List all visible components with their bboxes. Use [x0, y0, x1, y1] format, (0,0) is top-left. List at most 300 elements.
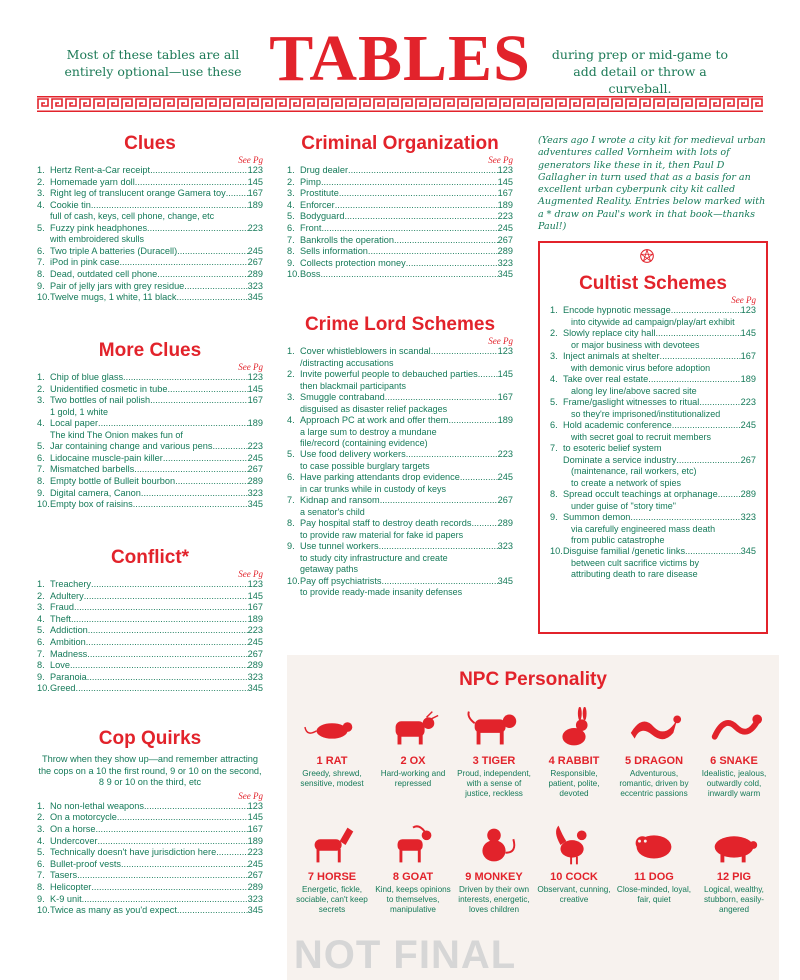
item-number: 7. [37, 257, 45, 268]
zodiac-description: Logical, wealthy, stubborn, easily-angered [703, 885, 765, 914]
item-number: 10. [287, 575, 300, 586]
list-item [37, 649, 263, 661]
dot-leader [380, 495, 498, 507]
item-number: 5. [37, 222, 45, 233]
dot-leader [406, 258, 498, 270]
dot-leader [123, 372, 248, 384]
item-detail: to provide ready-made insanity defenses [300, 587, 463, 598]
page-number: 167 [247, 602, 263, 613]
item-label: Bodyguard [300, 211, 345, 222]
zodiac-card [536, 707, 612, 799]
criminal-organization-title: Criminal Organization [301, 133, 499, 154]
zodiac-description: Observant, cunning, creative [537, 885, 611, 904]
item-detail: via carefully engineered mass death [571, 523, 716, 534]
list-item [550, 489, 756, 501]
item-number: 5. [37, 441, 45, 452]
list-item [37, 614, 263, 626]
page-number: 189 [247, 835, 263, 846]
item-number: 7. [37, 648, 45, 659]
list-item [287, 188, 513, 200]
list-item [37, 905, 263, 917]
page-number: 289 [247, 660, 263, 671]
intro-left-text: Most of these tables are all entirely optional—use these [64, 47, 242, 79]
item-detail: between cult sacrifice victims by [571, 558, 700, 568]
item-label: Technically doesn't have jurisdiction here [50, 847, 217, 858]
item-number: 10. [37, 905, 50, 916]
dot-leader [344, 211, 497, 223]
item-detail: a large sum to destroy a mundane [300, 426, 437, 437]
page-number: 167 [740, 351, 756, 361]
page-number: 323 [247, 487, 263, 498]
item-label: Addiction [50, 625, 88, 636]
item-number: 10. [37, 292, 50, 303]
list-item [37, 281, 263, 293]
item-number: 10. [550, 546, 563, 557]
dot-leader [117, 812, 248, 824]
item-number: 7. [287, 234, 295, 245]
item-number: 9. [287, 541, 295, 552]
item-number: 1. [550, 305, 558, 315]
item-label: Invite powerful people to debauched parties [300, 369, 478, 379]
dot-leader [177, 246, 248, 258]
list-item [550, 546, 756, 558]
list-item [287, 211, 513, 223]
list-item [550, 305, 756, 317]
dot-leader [699, 397, 740, 409]
page-number: 245 [247, 452, 263, 463]
dot-leader [177, 905, 248, 917]
page-number: 167 [247, 395, 263, 406]
item-number: 6. [287, 472, 295, 483]
item-label: Love [50, 660, 70, 671]
page-number: 323 [247, 893, 263, 904]
item-label: Hold academic conference [563, 420, 672, 430]
item-label: Digital camera, Canon [50, 487, 141, 498]
list-item [37, 165, 263, 177]
item-number: 7. [287, 495, 295, 506]
item-label: Right leg of translucent orange Gamera toy [50, 188, 226, 199]
item-label: Inject animals at shelter [563, 351, 660, 361]
item-label: Spread occult teachings at orphanage [563, 489, 718, 499]
item-number: 7. [37, 870, 45, 881]
item-number: 2. [37, 383, 45, 394]
see-page-header: See Pg [488, 336, 513, 346]
page-number: 189 [247, 613, 263, 624]
item-number: 5. [287, 449, 295, 460]
item-label: Pair of jelly jars with grey residue [50, 280, 185, 291]
item-detail: a senator's child [300, 507, 365, 517]
item-label: Prostitute [300, 188, 339, 199]
dot-leader [320, 269, 497, 281]
page-number: 267 [497, 234, 513, 245]
dot-leader [379, 541, 498, 553]
page-number: 245 [247, 858, 263, 869]
page-number: 245 [247, 245, 263, 256]
item-number: 1. [287, 346, 295, 356]
clues-table [37, 133, 263, 304]
page-number: 189 [740, 374, 756, 384]
item-label: Theft [50, 613, 71, 624]
item-number: 9. [287, 257, 295, 268]
dot-leader [71, 614, 248, 626]
dot-leader [184, 281, 247, 293]
dot-leader [86, 637, 248, 649]
list-item [37, 824, 263, 836]
item-label: Chip of blue glass [50, 372, 124, 382]
item-number: 1. [287, 165, 295, 175]
item-number: 1. [37, 800, 45, 811]
item-detail: with demonic virus before adoption [571, 362, 711, 373]
item-number: 8. [287, 246, 295, 257]
item-detail: to case possible burglary targets [300, 461, 430, 471]
horse-icon [303, 823, 361, 867]
item-label: Cover whistleblowers in scandal [300, 346, 431, 356]
item-number: 2. [550, 328, 558, 338]
zodiac-card [696, 823, 772, 915]
page-number: 323 [247, 280, 263, 291]
zodiac-card [616, 707, 692, 799]
item-number: 3. [287, 188, 295, 199]
page-number: 323 [740, 512, 756, 522]
page-number: 167 [497, 188, 513, 199]
list-item [37, 894, 263, 906]
page-number: 345 [247, 683, 263, 694]
zodiac-name: 5 DRAGON [624, 755, 684, 767]
list-item [37, 384, 263, 396]
dot-leader [150, 165, 248, 177]
item-label: Use tunnel workers [300, 541, 379, 552]
page-number: 345 [497, 575, 513, 586]
page-title: TABLES [269, 22, 531, 95]
list-item [550, 397, 756, 409]
item-detail: so they're imprisoned/institutionalized [571, 408, 721, 419]
list-item [37, 637, 263, 649]
page-number: 345 [740, 546, 756, 557]
criminal-organization-table [287, 133, 513, 281]
list-item [37, 476, 263, 488]
item-number: 8. [287, 518, 295, 529]
dot-leader [339, 188, 498, 200]
item-label: Collects protection money [300, 257, 406, 268]
list-item [37, 683, 263, 695]
list-item [287, 200, 513, 212]
item-number: 3. [37, 602, 45, 613]
cultist-schemes-box [538, 241, 768, 634]
item-label: Madness [50, 648, 88, 659]
rabbit-icon [545, 707, 603, 751]
page-number: 189 [247, 199, 263, 210]
list-item [37, 188, 263, 200]
item-label: Homemade yarn doll [50, 176, 135, 187]
greek-key-border [37, 96, 763, 112]
zodiac-description: Adventurous, romantic, driven by eccentric passions [619, 769, 689, 798]
item-number: 4. [37, 418, 45, 429]
item-number: 1. [37, 165, 45, 175]
item-label: Two bottles of nail polish [50, 395, 151, 406]
dot-leader [460, 472, 498, 484]
author-note: (Years ago I wrote a city kit for medieval urban adventures called Vornheim with lots of generators like these in it, then Paul D Gallagher in turn used that as a basis for an excellent urban cyberpunk city kit called Augmented Reality. Entries below marked with a * draw on Paul's work in that book—thanks Paul!) [538, 135, 766, 233]
dot-leader [212, 441, 247, 453]
zodiac-card [375, 823, 451, 915]
page-number: 145 [247, 383, 263, 394]
item-label: Use food delivery workers [300, 449, 406, 460]
dot-leader [335, 200, 498, 212]
list-item [287, 177, 513, 189]
item-label: Drug dealer [300, 165, 349, 175]
page-number: 289 [497, 518, 513, 529]
dot-leader [77, 870, 248, 882]
item-number: 4. [550, 374, 558, 384]
item-number: 3. [37, 395, 45, 406]
zodiac-name: 1 RAT [316, 755, 348, 767]
item-number: 8. [37, 475, 45, 486]
item-label: Encode hypnotic message [563, 305, 671, 315]
list-item [287, 165, 513, 177]
dot-leader [95, 824, 247, 836]
pig-icon [705, 823, 763, 867]
page-number: 345 [247, 292, 263, 303]
item-label: Kidnap and ransom [300, 495, 380, 506]
item-number: 10. [37, 499, 50, 510]
see-page-header: See Pg [238, 362, 263, 372]
list-item [37, 836, 263, 848]
item-number: 9. [37, 671, 45, 682]
page-number: 245 [740, 420, 756, 430]
item-label: Sells information [300, 246, 368, 257]
clues-title: Clues [124, 133, 176, 154]
dot-leader [382, 576, 498, 588]
list-item [287, 392, 513, 404]
dot-leader [648, 374, 740, 386]
item-number: 6. [37, 245, 45, 256]
list-item [550, 455, 756, 467]
dot-leader [133, 499, 248, 511]
item-label: Tasers [50, 870, 78, 881]
list-item [287, 576, 513, 588]
dot-leader [121, 859, 248, 871]
item-number: 2. [37, 812, 45, 823]
list-item [37, 223, 263, 235]
item-label: Unidentified cosmetic in tube [50, 383, 168, 394]
item-detail: full of cash, keys, cell phone, change, etc [50, 211, 215, 222]
item-label: Ambition [50, 636, 86, 647]
dot-leader [368, 246, 498, 258]
dot-leader [98, 836, 248, 848]
item-label: Empty box of raisins [50, 499, 133, 510]
item-label: On a horse [50, 823, 96, 834]
item-detail: getaway paths [300, 564, 359, 575]
dot-leader [88, 625, 248, 637]
dot-leader [98, 418, 248, 430]
dot-leader [91, 579, 248, 591]
page-number: 267 [247, 870, 263, 881]
cultist-schemes-title: Cultist Schemes [579, 273, 727, 294]
item-label: Dead, outdated cell phone [50, 268, 158, 279]
page-number: 223 [497, 449, 513, 460]
list-item [287, 518, 513, 530]
rat-icon [303, 707, 361, 751]
page-number: 289 [247, 268, 263, 279]
dot-leader [718, 489, 741, 501]
dot-leader [87, 649, 247, 661]
page-number: 189 [247, 418, 263, 429]
item-label: Pimp [300, 176, 321, 187]
item-number: 3. [37, 823, 45, 834]
zodiac-description: Driven by their own interests, energetic, loves children [458, 885, 530, 914]
snake-icon [705, 707, 763, 751]
page-number: 245 [497, 472, 513, 483]
page-number: 189 [497, 415, 513, 425]
list-item [37, 292, 263, 304]
list-item [37, 591, 263, 603]
item-detail: under guise of "story time" [571, 500, 676, 511]
page-number: 145 [247, 176, 263, 187]
item-label: Smuggle contraband [300, 392, 385, 402]
dot-leader [87, 672, 248, 684]
item-number: 10. [37, 683, 50, 694]
item-detail: disguised as disaster relief packages [300, 403, 448, 414]
list-item [287, 449, 513, 461]
item-number: 2. [287, 176, 295, 187]
see-page-header: See Pg [238, 569, 263, 579]
list-item [37, 269, 263, 281]
cop-quirks-note: Throw when they show up—and remember attracting the cops on a 10 the first round, 9 or 10 on the second, 8 9 or 10 on the third, etc [38, 754, 262, 788]
item-number: 5. [37, 847, 45, 858]
item-label: Have parking attendants drop evidence [300, 472, 460, 483]
dot-leader [655, 328, 740, 340]
dot-leader [226, 188, 248, 200]
item-label: Local paper [50, 418, 99, 429]
page-number: 223 [247, 625, 263, 636]
dragon-icon [625, 707, 683, 751]
dot-leader [321, 177, 498, 189]
item-label: K-9 unit [50, 893, 82, 904]
item-number: 3. [37, 188, 45, 199]
zodiac-name: 2 OX [400, 755, 426, 767]
page-number: 345 [497, 269, 513, 280]
zodiac-name: 4 RABBIT [548, 755, 600, 767]
item-label: Pay hospital staff to destroy death records [300, 518, 472, 529]
item-label: Greed [50, 683, 76, 694]
list-item [287, 472, 513, 484]
page-number: 267 [247, 257, 263, 268]
item-detail: (maintenance, rail workers, etc) [571, 466, 697, 477]
list-item [37, 200, 263, 212]
list-item [287, 369, 513, 381]
page-number: 145 [497, 176, 513, 187]
zodiac-card [536, 823, 612, 905]
dot-leader [406, 449, 498, 461]
item-label: Bankrolls the operation [300, 234, 394, 245]
item-label: Take over real estate [563, 374, 649, 384]
dot-leader [167, 384, 247, 396]
zodiac-card [456, 707, 532, 799]
list-item [37, 395, 263, 407]
item-label: Empty bottle of Bulleit bourbon [50, 475, 176, 486]
page-number: 123 [247, 579, 263, 589]
item-number: 4. [37, 835, 45, 846]
dot-leader [91, 882, 247, 894]
zodiac-description: Responsible, patient, polite, devoted [548, 769, 600, 798]
goat-icon [384, 823, 442, 867]
list-item [550, 351, 756, 363]
page-number: 123 [247, 372, 263, 382]
page-number: 289 [247, 881, 263, 892]
item-label: Approach PC at work and offer them [300, 415, 449, 425]
page-number: 123 [497, 346, 513, 356]
item-number: 5. [37, 625, 45, 636]
more-clues-title: More Clues [98, 340, 202, 361]
item-number: 1. [37, 579, 45, 589]
list-item [37, 859, 263, 871]
dot-leader [672, 420, 741, 432]
item-label: Dominate a service industry [563, 454, 677, 465]
item-label: to esoteric belief system [563, 443, 662, 453]
zodiac-description: Energetic, fickle, sociable, can't keep secrets [296, 885, 368, 914]
item-number: 6. [37, 636, 45, 647]
list-item [550, 328, 756, 340]
dot-leader [448, 415, 497, 427]
dot-leader [660, 351, 741, 363]
page-number: 267 [247, 648, 263, 659]
list-item [37, 257, 263, 269]
item-detail: file/record (containing evidence) [300, 438, 428, 448]
dot-leader [147, 223, 248, 235]
dot-leader [671, 305, 741, 317]
item-detail: with embroidered skulls [50, 234, 145, 245]
list-item [287, 223, 513, 235]
dot-leader [685, 546, 741, 558]
list-item [287, 246, 513, 258]
item-label: Slowly replace city hall [563, 328, 656, 338]
page-number: 123 [497, 165, 513, 175]
item-label: Fuzzy pink headphones [50, 222, 148, 233]
list-item [37, 246, 263, 258]
list-item [37, 418, 263, 430]
item-label: Twelve mugs, 1 white, 11 black [50, 292, 177, 303]
page-number: 123 [247, 800, 263, 811]
dot-leader [119, 257, 247, 269]
item-number: 8. [37, 881, 45, 892]
item-number: 9. [37, 487, 45, 498]
zodiac-card [696, 707, 772, 799]
cop-quirks-title: Cop Quirks [98, 728, 202, 749]
see-page-header: See Pg [488, 155, 513, 165]
item-number: 8. [37, 268, 45, 279]
item-number: 4. [287, 199, 295, 210]
item-number: 4. [37, 613, 45, 624]
list-item [287, 541, 513, 553]
item-label: Disguise familial /genetic links [563, 546, 686, 557]
list-item [287, 269, 513, 281]
page-number: 189 [497, 199, 513, 210]
page-number: 223 [247, 441, 263, 452]
item-number: 7. [550, 443, 558, 453]
dot-leader [321, 223, 497, 235]
dot-leader [84, 591, 248, 603]
page-number: 223 [247, 222, 263, 233]
item-label: Boss [300, 269, 321, 280]
item-number: 6. [287, 222, 295, 233]
page-number: 223 [740, 397, 756, 407]
see-page-header: See Pg [238, 790, 263, 801]
list-item [287, 235, 513, 247]
dot-leader [348, 165, 498, 177]
dot-leader [70, 660, 248, 672]
page-number: 289 [740, 489, 756, 499]
item-number: 9. [550, 512, 558, 522]
item-detail: or major business with devotees [571, 339, 700, 350]
